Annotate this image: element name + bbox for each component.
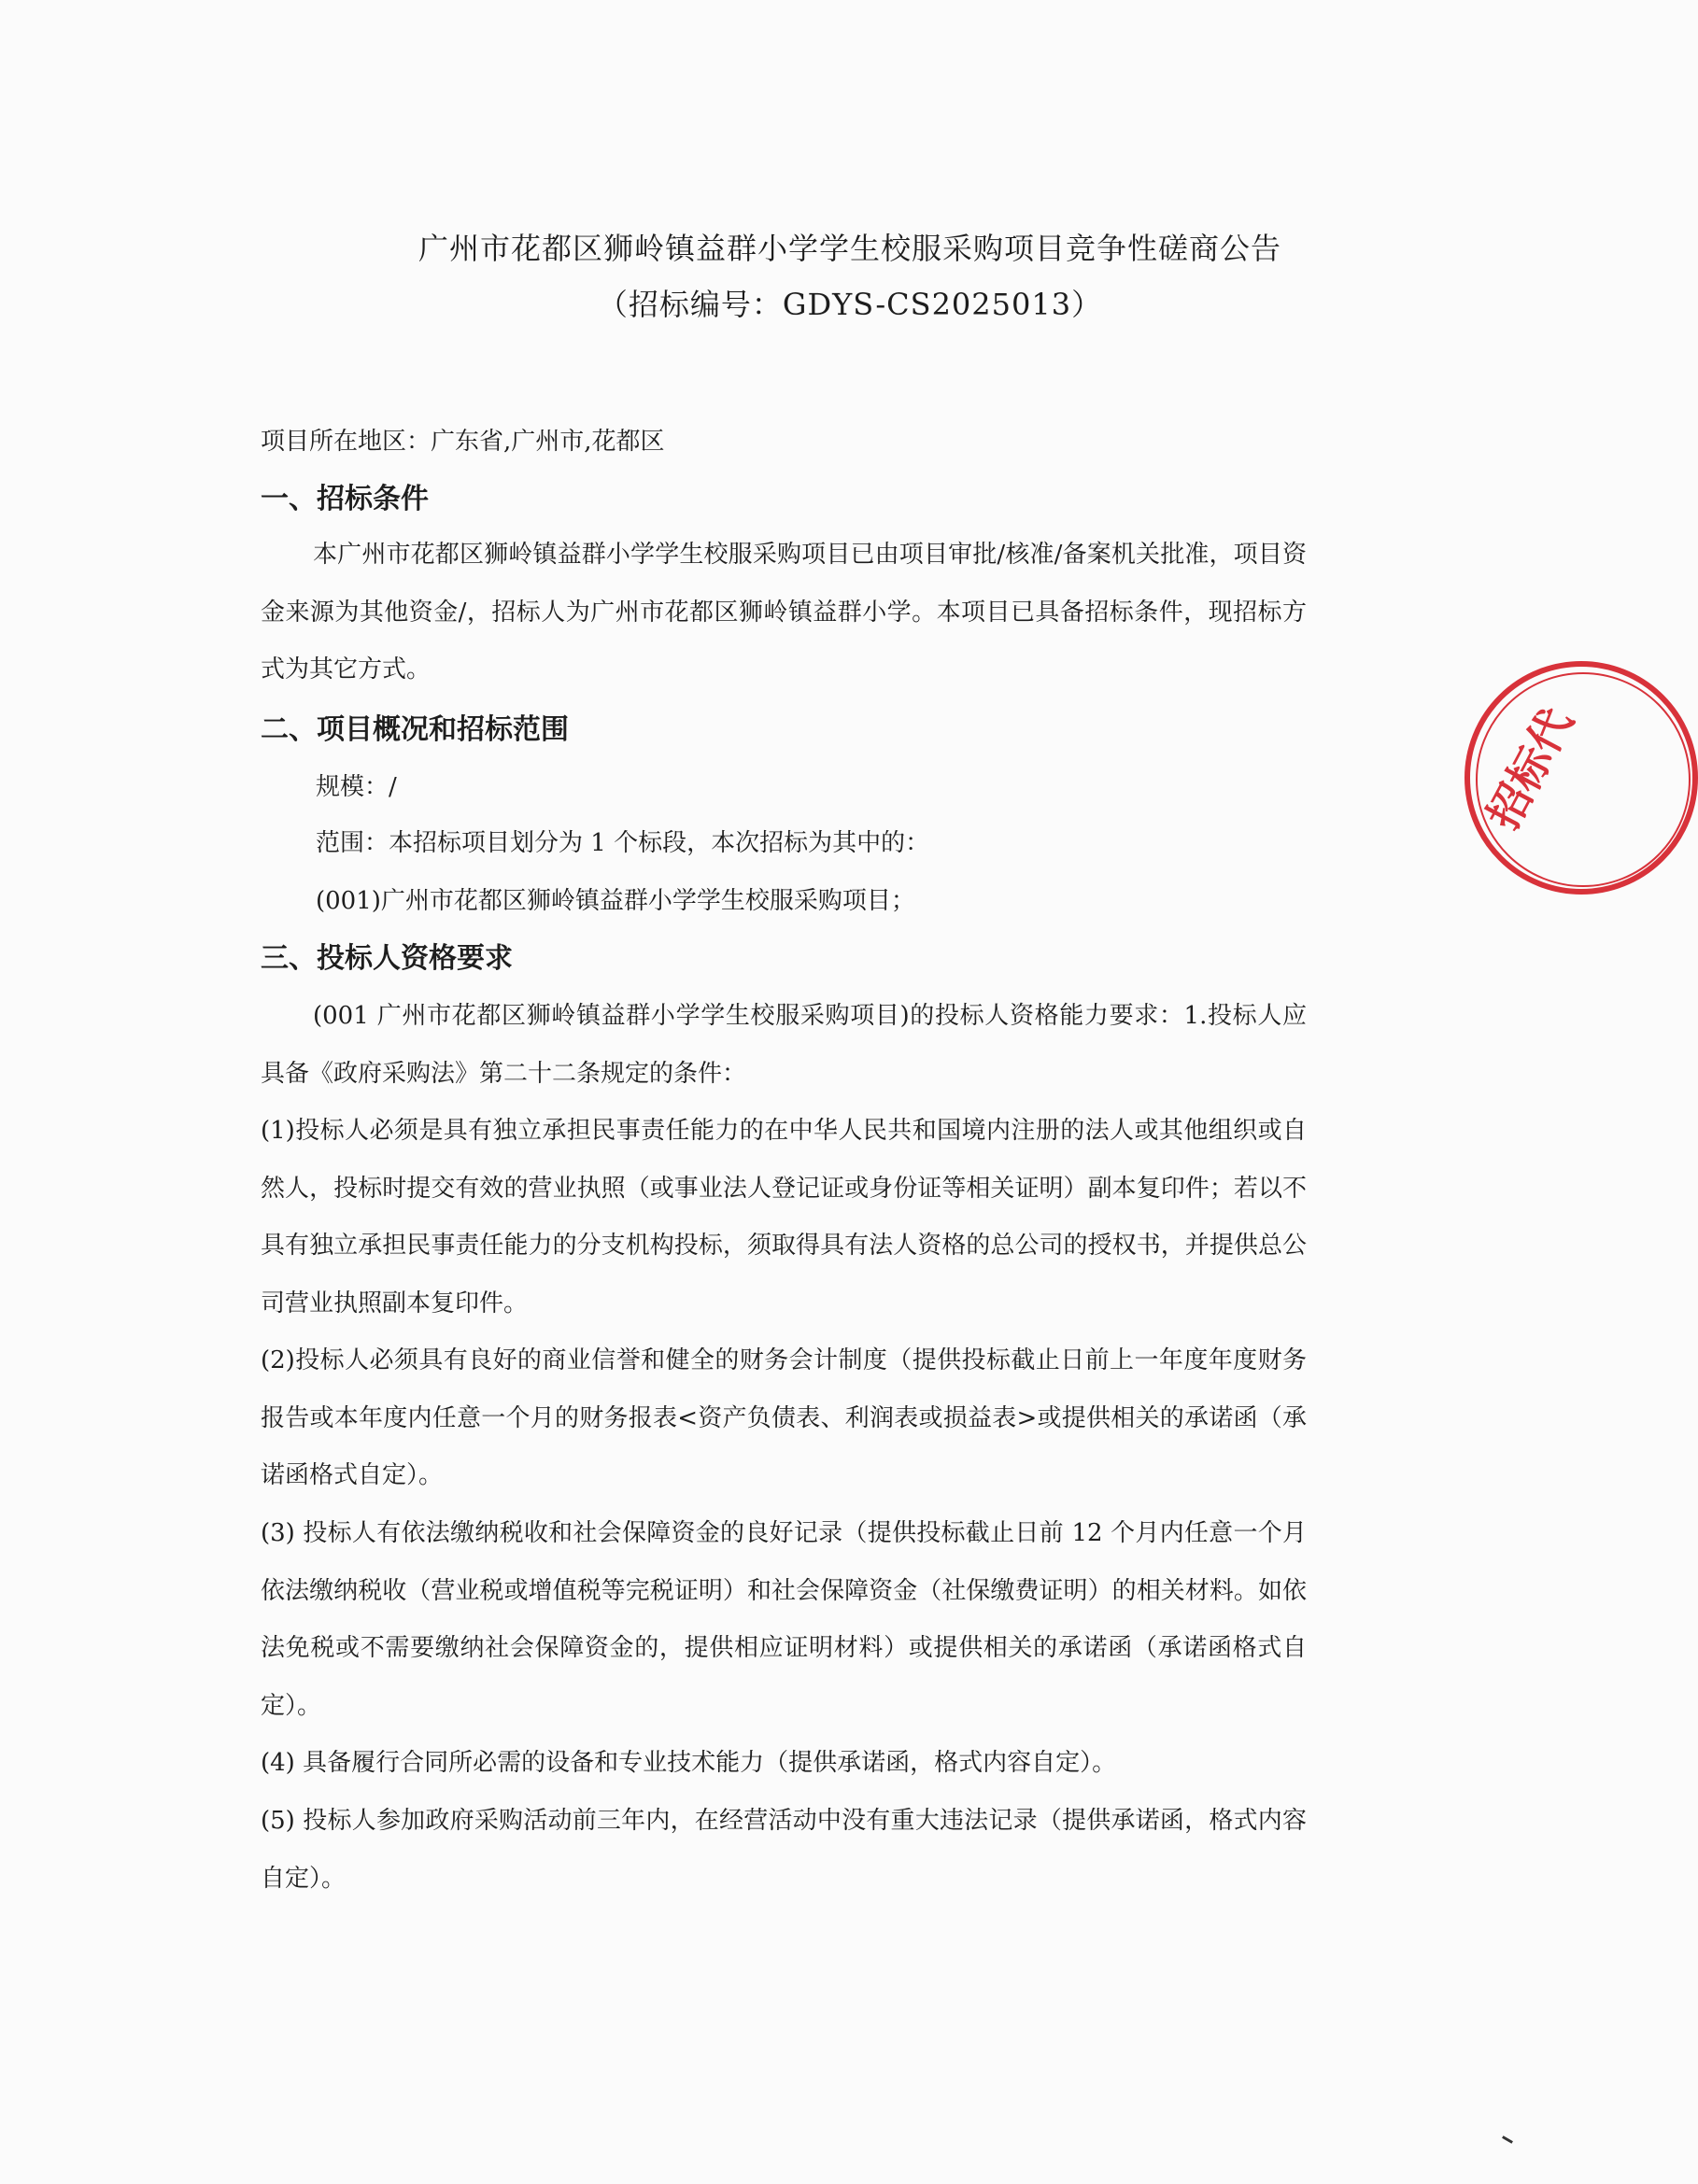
official-seal — [1465, 661, 1698, 895]
requirement-2: (2)投标人必须具有良好的商业信誉和健全的财务会计制度（提供投标截止日前上一年度年度财务报告或本年度内任意一个月的财务报表<资产负债表、利润表或损益表>或提供相关的承诺函（承诺函格式自定）。 — [261, 1346, 1307, 1489]
scale-line: 规模：/ — [316, 773, 397, 801]
section-2-heading: 二、项目概况和招标范围 — [261, 713, 569, 746]
document-title: 广州市花都区狮岭镇益群小学学生校服采购项目竞争性磋商公告 — [417, 231, 1281, 266]
scope-line: 范围：本招标项目划分为 1 个标段，本次招标为其中的： — [316, 829, 930, 857]
lot-line: (001)广州市花都区狮岭镇益群小学学生校服采购项目； — [316, 887, 915, 915]
requirement-4: (4) 具备履行合同所必需的设备和专业技术能力（提供承诺函，格式内容自定）。 — [261, 1749, 1117, 1777]
section-3-intro: (001 广州市花都区狮岭镇益群小学学生校服采购项目)的投标人资格能力要求：1.投标人应具备《政府采购法》第二十二条规定的条件： — [261, 1002, 1307, 1088]
project-region: 项目所在地区：广东省,广州市,花都区 — [261, 428, 665, 456]
section-1-text: 本广州市花都区狮岭镇益群小学学生校服采购项目已由项目审批/核准/备案机关批准，项目资金来源为其他资金/，招标人为广州市花都区狮岭镇益群小学。本项目已具备招标条件，现招标方式为其它方式。 — [261, 541, 1307, 683]
tender-number: （招标编号：GDYS-CS2025013） — [597, 287, 1103, 322]
section-1-heading: 一、招标条件 — [261, 483, 429, 515]
requirement-1: (1)投标人必须是具有独立承担民事责任能力的在中华人民共和国境内注册的法人或其他组织或自然人，投标时提交有效的营业执照（或事业法人登记证或身份证等相关证明）副本复印件；若以不具有独立承担民事责任能力的分支机构投标，须取得具有法人资格的总公司的授权书，并提供总公司营业执照副本复印件。 — [261, 1117, 1307, 1317]
section-3-heading: 三、投标人资格要求 — [261, 942, 513, 975]
scan-speck — [1502, 2135, 1513, 2144]
requirement-3: (3) 投标人有依法缴纳税收和社会保障资金的良好记录（提供投标截止日前 12 个月内任意一个月依法缴纳税收（营业税或增值税等完税证明）和社会保障资金（社保缴费证明）的相关材料。如依法免税或不需要缴纳社会保障资金的，提供相应证明材料）或提供相关的承诺函（承诺函格式自定）。 — [261, 1519, 1307, 1720]
requirement-5: (5) 投标人参加政府采购活动前三年内，在经营活动中没有重大违法记录（提供承诺函，格式内容自定）。 — [261, 1807, 1307, 1893]
seal-text: 招标代 — [1477, 699, 1583, 838]
